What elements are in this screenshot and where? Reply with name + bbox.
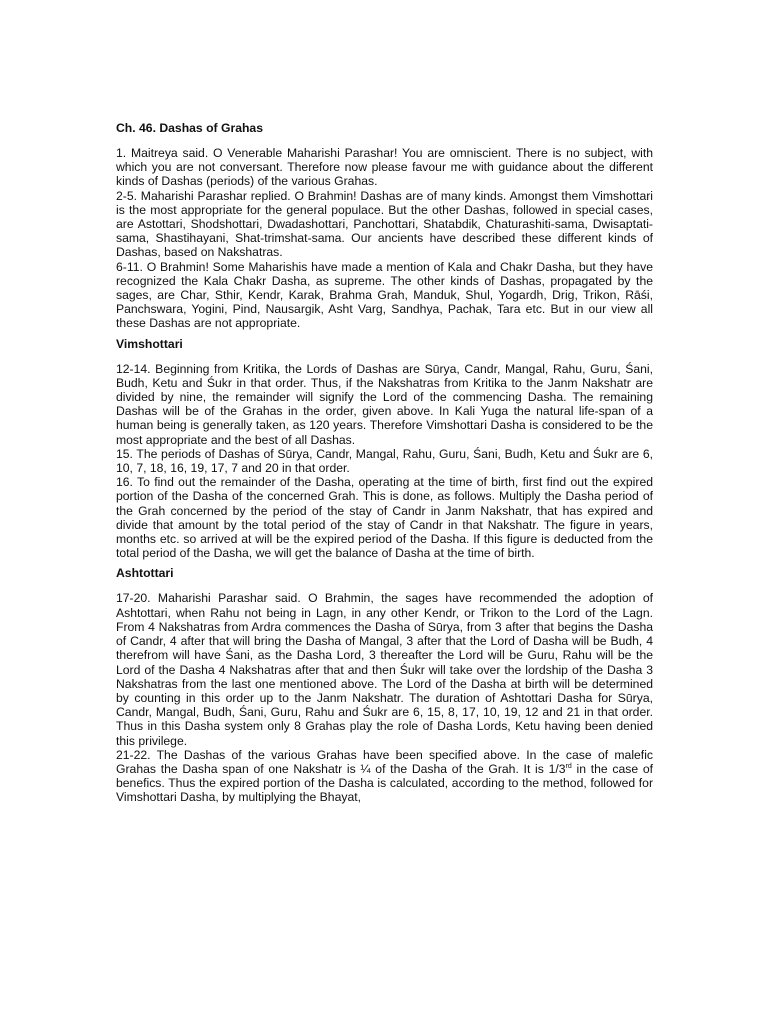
- document-page: [116, 121, 653, 805]
- section-heading-ashtottari: Ashtottari: [116, 566, 174, 581]
- chapter-title: Ch. 46. Dashas of Grahas: [116, 121, 263, 135]
- paragraph-2-5: 2-5. Maharishi Parashar replied. O Brahmin! Dashas are of many kinds. Amongst them Vimshottari is the most appropriate for the general populace. But the other Dashas, followed in special cases, are Astottari, Shodshottari, Dwadashottari, Panchottari, Shatabdik, Chaturashiti-sama, Dwisaptati-sama, Shastihayani, Shat-trimshat-sama. Our ancients have described these different kinds of Dashas, based on Nakshatras.: [116, 188, 653, 260]
- paragraph-16: 16. To find out the remainder of the Dasha, operating at the time of birth, first find out the expired portion of the Dasha of the concerned Grah. This is done, as follows. Multiply the Dasha period of the Grah concerned by the period of the stay of Candr in Janm Nakshatr, that has expired and divide that amount by the total period of the stay of Candr in that Nakshatr. The figure in years, months etc. so arrived at will be the expired period of the Dasha. If this figure is deducted from the total period of the Dasha, we will get the balance of Dasha at the time of birth.: [116, 475, 653, 561]
- paragraph-17-20: 17-20. Maharishi Parashar said. O Brahmin, the sages have recommended the adoption of Ashtottari, when Rahu not being in Lagn, in any other Kendr, or Trikon to the Lord of the Lagn. From 4 Nakshatras from Ardra commences the Dasha of Sūrya, from 3 after that begins the Dasha of Candr, 4 after that will bring the Dasha of Mangal, 3 after that the Lord of Dasha will be Budh, 4 therefrom will have Śani, as the Dasha Lord, 3 thereafter the Lord will be Guru, Rahu will be the Lord of the Dasha 4 Nakshatras after that and then Śukr will take over the lordship of the Dasha 3 Nakshatras from the last one mentioned above. The Lord of the Dasha at birth will be determined by counting in this order up to the Janm Nakshatr. The duration of Ashtottari Dasha for Sūrya, Candr, Mangal, Budh, Śani, Guru, Rahu and Śukr are 6, 15, 8, 17, 10, 19, 12 and 21 in that order. Thus in this Dasha system only 8 Grahas play the role of Dasha Lords, Ketu having been denied this privilege.: [116, 591, 653, 748]
- section-heading-vimshottari: Vimshottari: [116, 336, 183, 351]
- paragraph-12-14: 12-14. Beginning from Kritika, the Lords of Dashas are Sūrya, Candr, Mangal, Rahu, Guru, Śani, Budh, Ketu and Śukr in that order. Thus, if the Nakshatras from Kritika to the Janm Nakshatr are divided by nine, the remainder will signify the Lord of the commencing Dasha. The remaining Dashas will be of the Grahas in the order, given above. In Kali Yuga the natural life-span of a human being is generally taken, as 120 years. Therefore Vimshottari Dasha is considered to be the most appropriate and the best of all Dashas.: [116, 361, 653, 447]
- paragraph-21-22-part1: 21-22. The Dashas of the various Grahas have been specified above. In the case of malefic Grahas the Dasha span of one Nakshatr is ¼ of the Dasha of the Grah. It is 1/3: [116, 747, 653, 776]
- paragraph-1: 1. Maitreya said. O Venerable Maharishi Parashar! You are omniscient. There is no subject, with which you are not conversant. Therefore now please favour me with guidance about the different kinds of Dashas (periods) of the various Grahas.: [116, 146, 653, 189]
- paragraph-21-22-part2: in the case of benefics. Thus the expired portion of the Dasha is calculated, according to the method, followed for Vimshottari Dasha, by multiplying the Bhayat,: [116, 761, 653, 805]
- paragraph-6-11: 6-11. O Brahmin! Some Maharishis have made a mention of Kala and Chakr Dasha, but they have recognized the Kala Chakr Dasha, as supreme. The other kinds of Dashas, propagated by the sages, are Char, Sthir, Kendr, Karak, Brahma Grah, Manduk, Shul, Yogardh, Drig, Trikon, Rāśi, Panchswara, Yogini, Pind, Nausargik, Asht Varg, Sandhya, Pachak, Tara etc. But in our view all these Dashas are not appropriate.: [116, 259, 653, 331]
- paragraph-15: 15. The periods of Dashas of Sūrya, Candr, Mangal, Rahu, Guru, Śani, Budh, Ketu and Śukr are 6, 10, 7, 18, 16, 19, 17, 7 and 20 in that order.: [116, 446, 653, 476]
- paragraph-21-22: [116, 748, 653, 805]
- ordinal-superscript: rd: [565, 762, 572, 770]
